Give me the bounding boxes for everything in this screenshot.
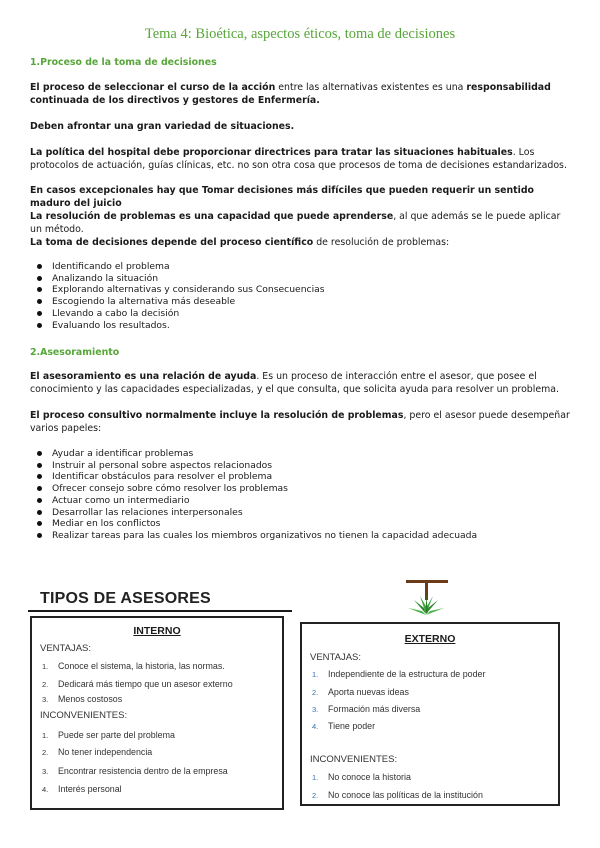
externo-inconveniente-item	[312, 772, 411, 782]
list-item-text: Actuar como un intermediario	[52, 494, 190, 506]
list-item-text: Realizar tareas para las cuales los miembros organizativos no tienen la capacidad adecuada	[52, 529, 478, 541]
item-number: 4.	[312, 722, 319, 731]
bullet-dot-icon	[37, 510, 42, 515]
item-text: Puede ser parte del problema	[58, 730, 175, 740]
item-number: 1.	[42, 662, 49, 671]
externo-ventaja-item	[312, 669, 485, 679]
interno-ventaja-item	[42, 679, 233, 689]
advisor-types-title: TIPOS DE ASESORES	[40, 590, 211, 607]
bold-text: El proceso de seleccionar el curso de la acción	[30, 82, 276, 93]
item-text: No conoce las políticas de la institución	[328, 790, 483, 800]
bold-text: La toma de decisiones depende del proceso científico	[30, 237, 314, 248]
externo-ventaja-item	[312, 721, 375, 731]
item-text: No tener independencia	[58, 747, 153, 757]
bold-text: responsabilidad continuada de los directivos y gestores de Enfermería.	[30, 82, 551, 106]
text: . Es un proceso de interacción entre el asesor, que posee el conocimiento y las capacidades especializadas, y el que consulta, que solicita ayuda para resolver un problema.	[30, 371, 559, 395]
interno-inconveniente-item	[42, 784, 122, 794]
interno-inconveniente-item	[42, 766, 228, 776]
item-text: Encontrar resistencia dentro de la empresa	[58, 766, 228, 776]
item-text: Formación más diversa	[328, 704, 421, 714]
item-text: Independiente de la estructura de poder	[328, 669, 486, 679]
list-item-text: Desarrollar las relaciones interpersonales	[52, 506, 243, 518]
list-item	[30, 296, 325, 308]
interno-box	[30, 616, 284, 810]
section-1-paragraph-3	[30, 146, 572, 172]
interno-inconvenientes-label: INCONVENIENTES:	[40, 710, 128, 721]
section-1-paragraph-6	[30, 236, 572, 249]
list-item	[30, 320, 325, 332]
item-number: 1.	[42, 731, 49, 740]
item-number: 2.	[42, 748, 49, 757]
bold-text: El proceso consultivo normalmente incluye la resolución de problemas	[30, 410, 404, 421]
list-item-text: Identificar obstáculos para resolver el problema	[52, 471, 273, 483]
externo-ventajas-label: VENTAJAS:	[310, 652, 362, 663]
item-text: Menos costosos	[58, 694, 123, 704]
text: , pero el asesor puede desempeñar varios papeles:	[30, 410, 570, 434]
bold-text: La resolución de problemas es una capacidad que puede aprenderse	[30, 211, 394, 222]
text: , al que además se le puede aplicar un método.	[30, 211, 561, 235]
interno-title: INTERNO	[133, 625, 181, 637]
advisor-roles-list	[30, 448, 477, 542]
text: entre las alternativas existentes es una	[275, 82, 467, 93]
list-item-text: Identificando el problema	[52, 261, 170, 272]
list-item-text: Mediar en los conflictos	[52, 518, 161, 530]
list-item	[30, 460, 477, 472]
item-number: 1.	[312, 670, 319, 679]
list-item-text: Analizando la situación	[52, 272, 159, 284]
externo-ventaja-item	[312, 687, 409, 697]
bullet-dot-icon	[37, 474, 42, 479]
list-item-text: Evaluando los resultados.	[52, 319, 170, 331]
interno-ventaja-item	[42, 661, 225, 671]
page-title: Tema 4: Bioética, aspectos éticos, toma de decisiones	[144, 26, 456, 42]
item-number: 3.	[312, 705, 319, 714]
section-2-heading: 2.Asesoramiento	[30, 347, 120, 358]
item-number: 3.	[42, 767, 49, 776]
bold-text: Deben afrontar una gran variedad de situaciones.	[30, 121, 295, 132]
text: . Los protocolos de actuación, guías clínicas, etc. no son otra cosa que procesos de toma de decisiones estandarizados.	[30, 147, 567, 171]
bullet-dot-icon	[37, 486, 42, 491]
list-item	[30, 308, 325, 320]
interno-ventajas-label: VENTAJAS:	[40, 643, 92, 654]
item-text: Dedicará más tiempo que un asesor externo	[58, 679, 233, 689]
bullet-dot-icon	[37, 463, 42, 468]
item-text: Tiene poder	[328, 721, 376, 731]
bullet-dot-icon	[37, 276, 42, 281]
section-1-paragraph-2	[30, 120, 572, 133]
list-item-text: Ayudar a identificar problemas	[52, 448, 194, 459]
bullet-dot-icon	[37, 323, 42, 328]
item-number: 3.	[42, 695, 49, 704]
item-number: 1.	[312, 773, 319, 782]
interno-inconveniente-item	[42, 730, 175, 740]
section-2-paragraph-2	[30, 409, 572, 435]
section-1-heading: 1.Proceso de la toma de decisiones	[30, 57, 217, 68]
externo-inconvenientes-label: INCONVENIENTES:	[310, 754, 398, 765]
item-number: 2.	[42, 680, 49, 689]
item-number: 4.	[42, 785, 49, 794]
list-item-text: Explorando alternativas y considerando sus Consecuencias	[52, 284, 325, 296]
bullet-dot-icon	[37, 498, 42, 503]
list-item-text: Escogiendo la alternativa más deseable	[52, 296, 236, 308]
bullet-dot-icon	[37, 451, 42, 456]
externo-title: EXTERNO	[404, 633, 456, 645]
externo-box	[300, 622, 560, 806]
bullet-dot-icon	[37, 287, 42, 292]
item-text: Conoce el sistema, la historia, las normas.	[58, 661, 225, 671]
list-item	[30, 507, 477, 519]
list-item	[30, 261, 325, 273]
list-item-text: Instruir al personal sobre aspectos relacionados	[52, 459, 273, 471]
list-item-text: Ofrecer consejo sobre cómo resolver los problemas	[52, 483, 288, 495]
list-item	[30, 284, 325, 296]
section-1-paragraph-5	[30, 210, 572, 236]
interno-inconveniente-item	[42, 747, 152, 757]
list-item	[30, 483, 477, 495]
bold-text: En casos excepcionales hay que Tomar decisiones más difíciles que pueden requerir un sentido maduro del juicio	[30, 185, 534, 209]
bold-text: La política del hospital debe proporcionar directrices para tratar las situaciones habituales	[30, 147, 513, 158]
plant-illustration	[396, 578, 456, 618]
item-number: 2.	[312, 791, 319, 800]
section-2-paragraph-1	[30, 370, 572, 396]
item-text: No conoce la historia	[328, 772, 411, 782]
list-item	[30, 273, 325, 285]
list-item-text: Llevando a cabo la decisión	[52, 307, 180, 319]
decision-steps-list	[30, 261, 325, 331]
text: de resolución de problemas:	[313, 237, 450, 248]
list-item	[30, 518, 477, 530]
section-1-paragraph-4	[30, 184, 572, 210]
list-item	[30, 530, 477, 542]
bullet-dot-icon	[37, 264, 42, 269]
item-number: 2.	[312, 688, 319, 697]
section-1-paragraph-1	[30, 81, 572, 107]
bold-text: El asesoramiento es una relación de ayuda	[30, 371, 257, 382]
list-item	[30, 448, 477, 460]
interno-ventaja-item	[42, 694, 122, 704]
title-divider	[28, 610, 292, 612]
bullet-dot-icon	[37, 299, 42, 304]
item-text: Aporta nuevas ideas	[328, 687, 409, 697]
externo-ventaja-item	[312, 704, 420, 714]
list-item	[30, 471, 477, 483]
bullet-dot-icon	[37, 521, 42, 526]
externo-inconveniente-item	[312, 790, 483, 800]
bullet-dot-icon	[37, 533, 42, 538]
bullet-dot-icon	[37, 311, 42, 316]
item-text: Interés personal	[58, 784, 122, 794]
list-item	[30, 495, 477, 507]
